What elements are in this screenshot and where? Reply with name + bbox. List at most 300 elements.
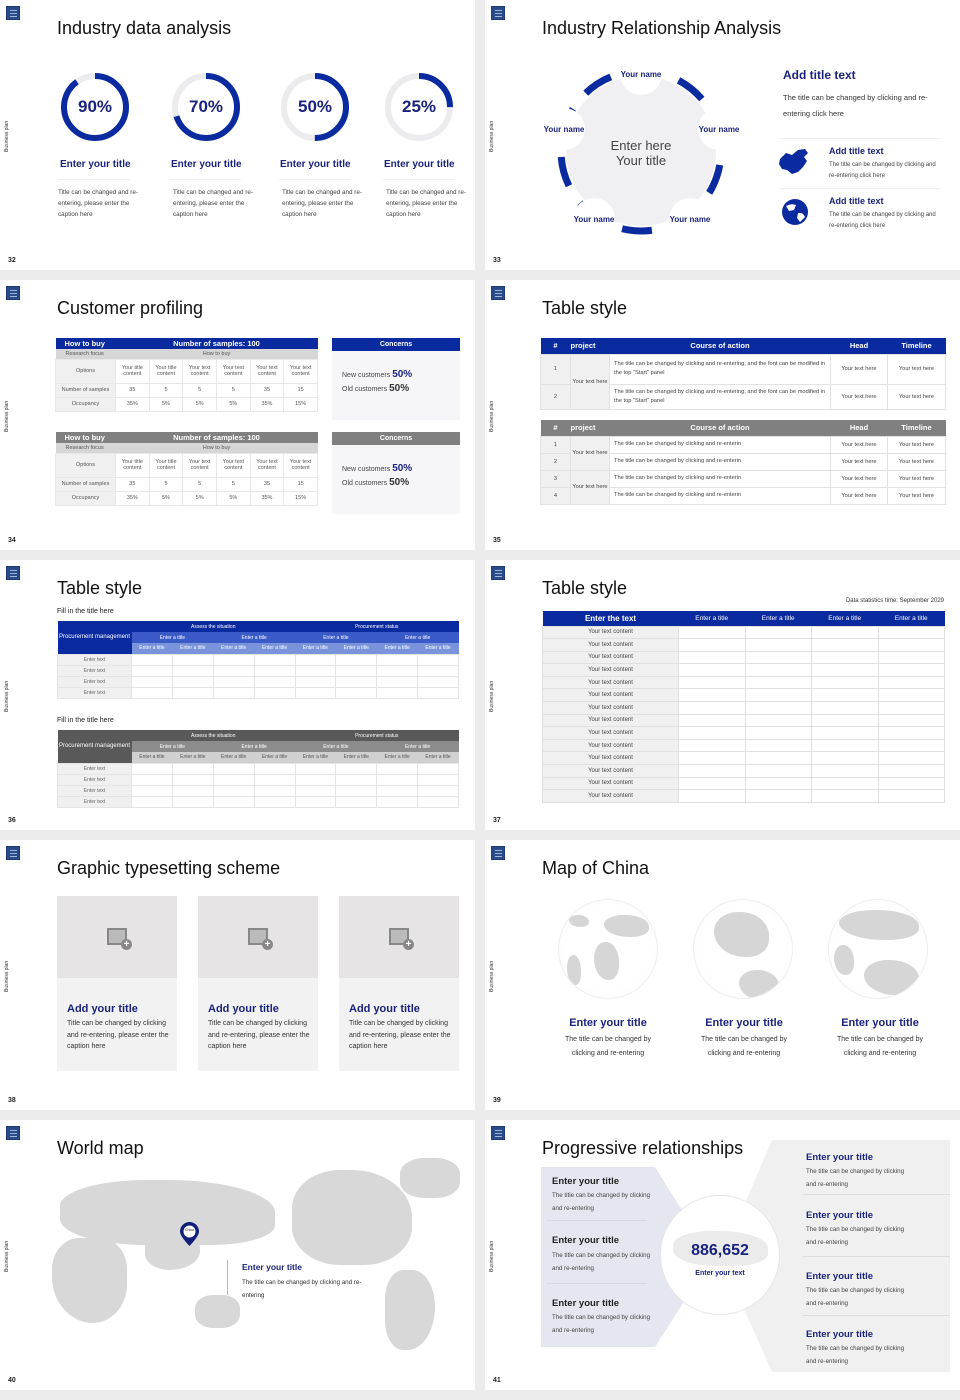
- side-label: Business plan: [489, 120, 495, 152]
- col-header: Enter a title: [132, 752, 173, 763]
- row-label: Options: [56, 359, 116, 383]
- row-label: Options: [56, 453, 116, 477]
- slide-37[interactable]: [485, 560, 960, 830]
- cell: 5: [183, 477, 217, 491]
- row-label: Your text content: [543, 664, 679, 677]
- logo: [491, 566, 505, 580]
- logo: [6, 1126, 20, 1140]
- value: 50%: [389, 477, 410, 488]
- slide-title: Industry Relationship Analysis: [542, 18, 782, 38]
- table-head-right: Number of samples: 100: [173, 339, 260, 348]
- label: Old customers: [342, 480, 388, 487]
- cell: 5: [149, 477, 183, 491]
- col-header: Enter a title: [295, 752, 336, 763]
- stat-label: Enter your text: [695, 1270, 745, 1277]
- item-desc: The title can be changed by clicking and re-entering: [564, 1036, 651, 1057]
- old-customers: [342, 477, 409, 488]
- percent-value: 50%: [297, 97, 333, 116]
- value: 50%: [392, 463, 413, 474]
- divider: [803, 1315, 950, 1316]
- row-label: Number of samples: [56, 477, 116, 491]
- profile-table-gray: [55, 432, 318, 506]
- cell: Your text content: [250, 453, 284, 477]
- label: New customers: [342, 372, 391, 379]
- data-note: Data statistics time: September 2029: [845, 598, 944, 604]
- cell: Your text content: [183, 359, 217, 383]
- logo: [6, 566, 20, 580]
- row-label: Enter text: [58, 665, 132, 676]
- divider: [279, 179, 351, 180]
- cell: 15: [284, 477, 318, 491]
- procurement-table-gray: [57, 730, 459, 808]
- percent-value: 25%: [401, 97, 437, 116]
- label: New customers: [342, 466, 391, 473]
- row-label: Your text content: [543, 777, 679, 790]
- row-label: Your text content: [543, 626, 679, 639]
- row-label: Enter text: [58, 796, 132, 807]
- left-item-title: Enter your title: [552, 1298, 620, 1309]
- right-item-desc: The title can be changed by clicking and re-entering: [806, 1168, 905, 1188]
- head-cell: Your text here: [831, 487, 888, 504]
- table-head-right: Number of samples: 100: [173, 433, 260, 442]
- col-header: Enter a title: [336, 752, 377, 763]
- row-label: Your text content: [543, 765, 679, 778]
- cell: 35: [116, 383, 150, 397]
- col-header: Enter a title: [172, 752, 213, 763]
- slide-title: Industry data analysis: [57, 18, 232, 38]
- col-header: Timeline: [901, 423, 932, 433]
- logo: [491, 6, 505, 20]
- cell: 5: [183, 383, 217, 397]
- node-bottom-left: Your name: [573, 198, 615, 240]
- slide-title: Map of China: [542, 858, 650, 878]
- row-label: Your text content: [543, 739, 679, 752]
- slide-title: Graphic typesetting scheme: [57, 858, 281, 878]
- globe-north-icon: [828, 899, 928, 999]
- col-header: Enter a title: [418, 643, 459, 654]
- stat-value: 886,652: [691, 1242, 749, 1259]
- slide-title: Progressive relationships: [542, 1138, 744, 1158]
- row-number: 2: [541, 384, 571, 409]
- cell: 35: [116, 477, 150, 491]
- slide-40[interactable]: [0, 1120, 475, 1390]
- south-america-shape: [385, 1270, 435, 1350]
- row-number: 3: [541, 470, 571, 487]
- row-label: Enter text: [58, 774, 132, 785]
- globe-icon: [781, 198, 809, 226]
- divider: [58, 179, 130, 180]
- cell: Your title content: [116, 359, 150, 383]
- timeline-cell: Your text here: [888, 453, 946, 470]
- progress-ring-70: [171, 72, 241, 142]
- divider: [169, 179, 241, 180]
- callout-line: [227, 1260, 228, 1295]
- page-number: 33: [493, 257, 501, 264]
- image-card[interactable]: [198, 896, 318, 1071]
- cell: Your text content: [284, 453, 318, 477]
- action-table-blue: [540, 338, 946, 410]
- cell: Your title content: [149, 359, 183, 383]
- item-desc: Title can be changed and re-entering, please enter the caption here: [173, 189, 253, 218]
- col-header: #: [553, 341, 558, 351]
- corner-header: Procurement management: [58, 621, 132, 654]
- item-title: Enter your title: [841, 1017, 919, 1029]
- cell: 35: [250, 477, 284, 491]
- divider: [780, 188, 940, 189]
- old-customers: [342, 383, 409, 394]
- timeline-cell: Your text here: [888, 436, 946, 453]
- col-header: Enter a title: [377, 643, 418, 654]
- africa-shape: [52, 1238, 127, 1323]
- cell: Your title content: [149, 453, 183, 477]
- cell: 5%: [183, 397, 217, 411]
- slide-33[interactable]: [485, 0, 960, 270]
- item-desc: The title can be changed by clicking and re-entering: [700, 1036, 787, 1057]
- progress-ring-25: [384, 72, 454, 142]
- row-number: 4: [541, 487, 571, 504]
- slide-title: World map: [57, 1138, 144, 1158]
- item-desc: Title can be changed and re-entering, please enter the caption here: [282, 189, 362, 218]
- table-subtitle: Fill in the title here: [57, 608, 114, 615]
- main-title: Add title text: [783, 68, 856, 82]
- side-label: Business plan: [4, 1240, 10, 1272]
- head-cell: Your text here: [831, 453, 888, 470]
- group-header: Procurement status: [295, 621, 459, 632]
- item-desc: The title can be changed by clicking and re-entering click here: [829, 162, 936, 179]
- procurement-table-blue: [57, 621, 459, 699]
- slide-title: Customer profiling: [57, 298, 204, 318]
- item-title: Enter your title: [569, 1017, 647, 1029]
- card-title: Add your title: [67, 1003, 138, 1015]
- page-number: 41: [493, 1377, 501, 1384]
- content-table: [542, 611, 945, 803]
- divider: [547, 1283, 647, 1284]
- col-header: Enter a title: [336, 643, 377, 654]
- col-header: Enter a title: [377, 752, 418, 763]
- node-top: Your name: [620, 53, 662, 95]
- cell: 35%: [116, 491, 150, 505]
- row-label: Your text content: [543, 689, 679, 702]
- slide-title: Table style: [57, 578, 143, 598]
- sub-header: Enter a title: [377, 632, 459, 643]
- row-number: 1: [541, 436, 571, 453]
- concerns-title: Concerns: [332, 432, 460, 445]
- row-label: Enter text: [58, 763, 132, 774]
- image-card[interactable]: [339, 896, 459, 1071]
- side-label: Business plan: [4, 680, 10, 712]
- timeline-cell: Your text here: [888, 487, 946, 504]
- col-header: project: [570, 341, 596, 351]
- side-label: Business plan: [489, 960, 495, 992]
- cell: 5: [216, 383, 250, 397]
- right-item-desc: The title can be changed by clicking and re-entering: [806, 1345, 905, 1365]
- page-number: 35: [493, 537, 501, 544]
- cell: Your text content: [250, 359, 284, 383]
- item-desc: The title can be changed by clicking and re-entering click here: [829, 212, 936, 229]
- col-header: Enter a title: [254, 643, 295, 654]
- image-placeholder[interactable]: [57, 896, 177, 978]
- cell: 35: [250, 383, 284, 397]
- col-header: Enter a title: [254, 752, 295, 763]
- add-image-icon[interactable]: [107, 928, 127, 945]
- slide-32[interactable]: [0, 0, 475, 270]
- col-header: Head: [849, 341, 869, 351]
- item-title: Enter your title: [60, 159, 131, 170]
- new-customers: [342, 369, 412, 380]
- row-label: Your text content: [543, 714, 679, 727]
- card-desc: Title can be changed by clicking and re-entering, please enter the caption here: [67, 1020, 169, 1050]
- add-image-icon[interactable]: [248, 928, 268, 945]
- col-header: Enter a title: [418, 752, 459, 763]
- col-header: Enter a title: [213, 643, 254, 654]
- cell: 5%: [183, 491, 217, 505]
- left-item-title: Enter your title: [552, 1176, 620, 1187]
- cell: 5: [149, 383, 183, 397]
- right-item-title: Enter your title: [806, 1271, 874, 1282]
- col-header: Enter the text: [543, 611, 679, 626]
- row-label: Your text content: [543, 752, 679, 765]
- cell: 15: [284, 383, 318, 397]
- node-left: Your name: [543, 108, 585, 150]
- sub-header: Enter a title: [213, 632, 295, 643]
- table-head-left: How to buy: [64, 433, 105, 442]
- col-header: Enter a title: [679, 611, 746, 626]
- row-label: Your text content: [543, 639, 679, 652]
- side-label: Business plan: [4, 960, 10, 992]
- cell: 15%: [284, 397, 318, 411]
- sub-right: How to buy: [116, 443, 318, 453]
- china-map-icon: [778, 147, 812, 177]
- side-label: Business plan: [489, 680, 495, 712]
- callout-title: Enter your title: [242, 1262, 302, 1272]
- image-placeholder[interactable]: [198, 896, 318, 978]
- location-pin-icon[interactable]: [180, 1222, 199, 1246]
- add-image-icon[interactable]: [389, 928, 409, 945]
- divider: [780, 138, 940, 139]
- slide-36[interactable]: [0, 560, 475, 830]
- col-header: Head: [849, 423, 869, 433]
- item-title: Enter your title: [280, 159, 351, 170]
- head-cell: Your text here: [831, 436, 888, 453]
- globe-europe-africa-icon: [558, 899, 658, 999]
- action-cell: The title can be changed by clicking and re-enterin: [610, 470, 831, 487]
- slide-38[interactable]: [0, 840, 475, 1110]
- table-subtitle: Fill in the title here: [57, 717, 114, 724]
- right-item-title: Enter your title: [806, 1152, 874, 1163]
- action-table-gray: [540, 420, 946, 505]
- left-item-desc: The title can be changed by clicking and re-entering: [552, 1252, 651, 1272]
- side-label: Business plan: [4, 120, 10, 152]
- row-label: Enter text: [58, 676, 132, 687]
- row-label: Enter text: [58, 785, 132, 796]
- head-cell: Your text here: [831, 470, 888, 487]
- project-cell: Your text here: [571, 354, 610, 409]
- value: 50%: [389, 383, 410, 394]
- page-number: 38: [8, 1097, 16, 1104]
- cell: 5%: [149, 491, 183, 505]
- slide-title: Table style: [542, 298, 628, 318]
- row-number: 2: [541, 453, 571, 470]
- timeline-cell: Your text here: [888, 354, 946, 384]
- sub-header: Enter a title: [213, 741, 295, 752]
- profile-table-blue: [55, 338, 318, 412]
- divider: [803, 1256, 950, 1257]
- logo: [6, 846, 20, 860]
- row-label: Number of samples: [56, 383, 116, 397]
- node-bottom-right: Your name: [669, 198, 711, 240]
- image-card[interactable]: [57, 896, 177, 1071]
- cell: 35%: [116, 397, 150, 411]
- col-header: #: [553, 423, 558, 433]
- action-cell: The title can be changed by clicking and re-entering, and the font can be modified in the top "Start" panel: [610, 354, 831, 384]
- page-number: 40: [8, 1377, 16, 1384]
- sub-header: Enter a title: [377, 741, 459, 752]
- action-cell: The title can be changed by clicking and re-entering, and the font can be modified in the top "Start" panel: [610, 384, 831, 409]
- callout-desc: The title can be changed by clicking and re-entering: [242, 1279, 362, 1299]
- cell: Your text content: [284, 359, 318, 383]
- card-title: Add your title: [349, 1003, 420, 1015]
- row-label: Occupancy: [56, 397, 116, 411]
- cell: Your title content: [116, 453, 150, 477]
- project-cell: Your text here: [571, 436, 610, 470]
- value: 50%: [392, 369, 413, 380]
- card-desc: Title can be changed by clicking and re-entering, please enter the caption here: [349, 1020, 451, 1050]
- col-header: Course of action: [690, 423, 750, 433]
- logo: [6, 6, 20, 20]
- center-line-1: Enter here: [610, 138, 672, 153]
- left-item-desc: The title can be changed by clicking and re-entering: [552, 1192, 651, 1212]
- progress-ring-90: [60, 72, 130, 142]
- sub-left: Research focus: [56, 443, 116, 453]
- row-label: Your text content: [543, 727, 679, 740]
- item-title: Enter your title: [171, 159, 242, 170]
- timeline-cell: Your text here: [888, 384, 946, 409]
- col-header: Timeline: [901, 341, 932, 351]
- cell: 35%: [250, 397, 284, 411]
- row-label: Your text content: [543, 651, 679, 664]
- item-title: Add title text: [829, 196, 884, 206]
- table-head-left: How to buy: [64, 339, 105, 348]
- item-title: Add title text: [829, 146, 884, 156]
- right-item-desc: The title can be changed by clicking and re-entering: [806, 1226, 905, 1246]
- col-header: Enter a title: [132, 643, 173, 654]
- action-cell: The title can be changed by clicking and re-enterin: [610, 453, 831, 470]
- group-header: Procurement status: [295, 730, 459, 741]
- page-number: 39: [493, 1097, 501, 1104]
- group-header: Assess the situation: [132, 730, 296, 741]
- label: Old customers: [342, 386, 388, 393]
- page-number: 36: [8, 817, 16, 824]
- col-header: Enter a title: [812, 611, 879, 626]
- image-placeholder[interactable]: [339, 896, 459, 978]
- col-header: Enter a title: [295, 643, 336, 654]
- side-label: Business plan: [489, 1240, 495, 1272]
- slide-41[interactable]: [485, 1120, 960, 1390]
- corner-header: Procurement management: [58, 730, 132, 763]
- side-label: Business plan: [4, 400, 10, 432]
- right-item-desc: The title can be changed by clicking and re-entering: [806, 1287, 905, 1307]
- right-item-title: Enter your title: [806, 1210, 874, 1221]
- sub-header: Enter a title: [295, 741, 377, 752]
- page-number: 34: [8, 537, 16, 544]
- col-header: Enter a title: [172, 643, 213, 654]
- head-cell: Your text here: [831, 354, 888, 384]
- row-number: 1: [541, 354, 571, 384]
- globe-americas-icon: [693, 899, 793, 999]
- item-desc: Title can be changed and re-entering, please enter the caption here: [386, 189, 466, 218]
- divider: [803, 1194, 950, 1195]
- greenland-shape: [400, 1158, 460, 1198]
- slide-34[interactable]: [0, 280, 475, 550]
- item-desc: The title can be changed by clicking and re-entering: [836, 1036, 923, 1057]
- col-header: Enter a title: [878, 611, 945, 626]
- australia-shape: [195, 1295, 240, 1328]
- slide-39[interactable]: [485, 840, 960, 1110]
- logo: [491, 846, 505, 860]
- col-header: Enter a title: [745, 611, 812, 626]
- cell: 5: [216, 477, 250, 491]
- timeline-cell: Your text here: [888, 470, 946, 487]
- new-customers: [342, 463, 412, 474]
- percent-value: 90%: [77, 97, 113, 116]
- cell: Your text content: [183, 453, 217, 477]
- concerns-title: Concerns: [332, 338, 460, 351]
- logo: [6, 286, 20, 300]
- col-header: Course of action: [690, 341, 750, 351]
- row-label: Your text content: [543, 702, 679, 715]
- concerns-card: [332, 432, 460, 514]
- node-right: Your name: [698, 108, 740, 150]
- row-label: Your text content: [543, 790, 679, 803]
- sub-right: How to buy: [116, 349, 318, 359]
- progress-ring-50: [280, 72, 350, 142]
- row-label: Enter text: [58, 654, 132, 665]
- slide-35[interactable]: [485, 280, 960, 550]
- side-label: Business plan: [489, 400, 495, 432]
- center-line-2: Your title: [615, 153, 667, 168]
- right-item-title: Enter your title: [806, 1329, 874, 1340]
- cell: 5%: [216, 397, 250, 411]
- col-header: project: [570, 423, 596, 433]
- sub-header: Enter a title: [132, 741, 214, 752]
- sub-header: Enter a title: [295, 632, 377, 643]
- group-header: Assess the situation: [132, 621, 296, 632]
- card-title: Add your title: [208, 1003, 279, 1015]
- cell: 5%: [149, 397, 183, 411]
- sub-left: Research focus: [56, 349, 116, 359]
- divider: [383, 179, 455, 180]
- left-item-title: Enter your title: [552, 1235, 620, 1246]
- row-label: Your text content: [543, 676, 679, 689]
- divider: [547, 1220, 647, 1221]
- project-cell: Your text here: [571, 470, 610, 504]
- action-cell: The title can be changed by clicking and re-enterin: [610, 487, 831, 504]
- row-label: Occupancy: [56, 491, 116, 505]
- percent-value: 70%: [188, 97, 224, 116]
- cell: 5%: [216, 491, 250, 505]
- concerns-card: [332, 338, 460, 420]
- cell: Your text content: [216, 359, 250, 383]
- card-desc: Title can be changed by clicking and re-entering, please enter the caption here: [208, 1020, 310, 1050]
- main-desc: The title can be changed by clicking and re-entering click here: [783, 93, 928, 118]
- action-cell: The title can be changed by clicking and re-enterin: [610, 436, 831, 453]
- col-header: Enter a title: [213, 752, 254, 763]
- center-title: [601, 138, 681, 168]
- item-title: Enter your title: [384, 159, 455, 170]
- slide-title: Table style: [542, 578, 628, 598]
- item-desc: Title can be changed and re-entering, please enter the caption here: [58, 189, 138, 218]
- north-america-shape: [292, 1170, 412, 1265]
